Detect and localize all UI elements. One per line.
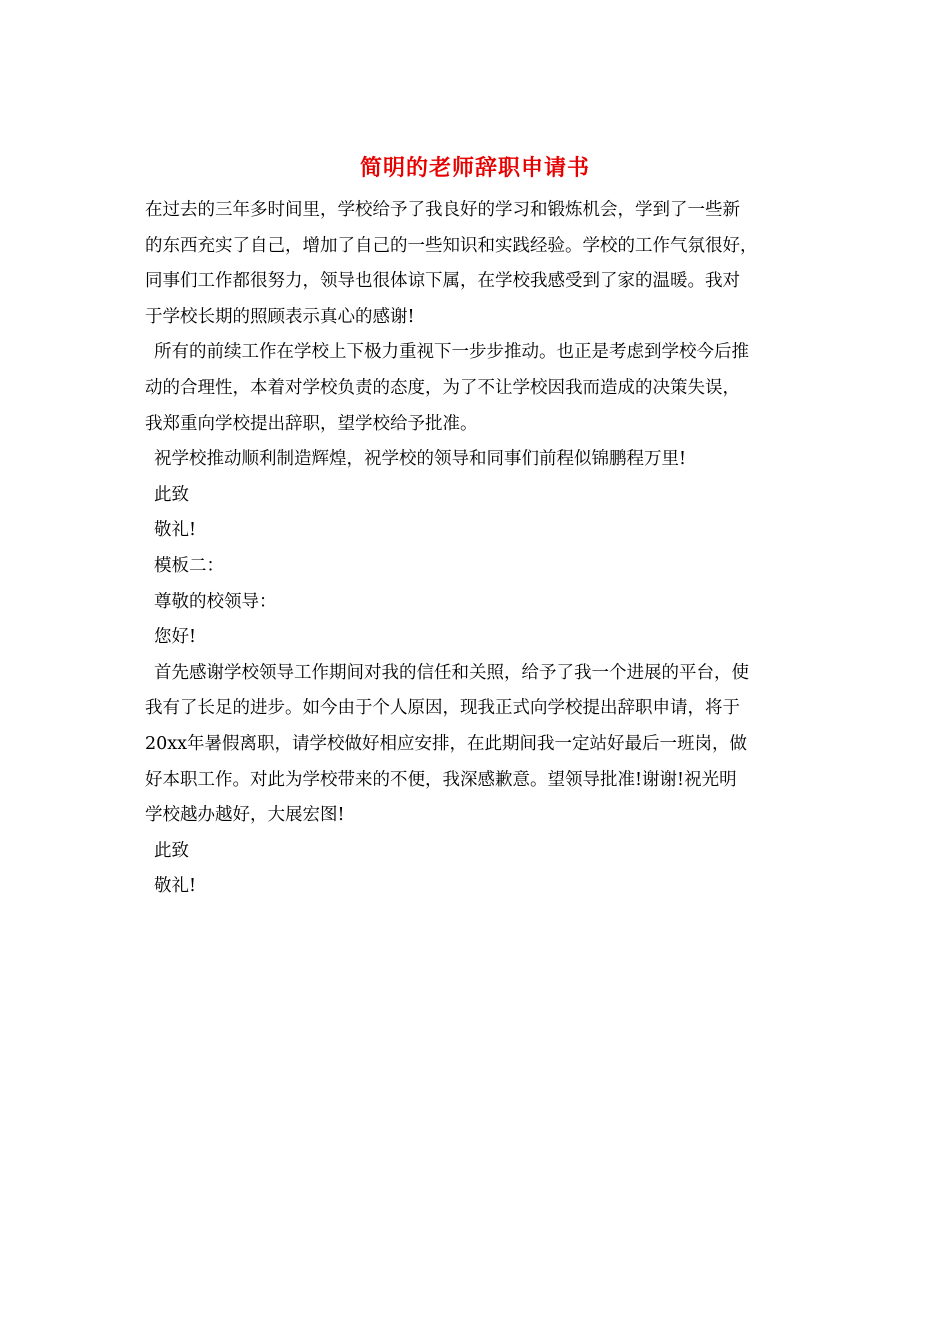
- document-title: 简明的老师辞职申请书: [359, 155, 590, 181]
- body-line: 我郑重向学校提出辞职，望学校给予批准。: [145, 413, 478, 434]
- body-line: 尊敬的校领导：: [154, 591, 277, 612]
- body-line: 的东西充实了自己，增加了自己的一些知识和实践经验。学校的工作气氛很好，: [145, 235, 758, 256]
- body-line: 敬礼!: [154, 520, 197, 541]
- body-line: 20xx年暑假离职，请学校做好相应安排，在此期间我一定站好最后一班岗，做: [145, 733, 748, 754]
- body-line: 敬礼!: [154, 876, 197, 897]
- body-line: 在过去的三年多时间里，学校给予了我良好的学习和锻炼机会，学到了一些新: [145, 200, 740, 220]
- body-line: 此致: [154, 484, 189, 505]
- body-line: 祝学校推动顺利制造辉煌，祝学校的领导和同事们前程似锦鹏程万里!: [154, 449, 687, 470]
- body-line: 模板二：: [154, 555, 224, 576]
- body-line: 动的合理性，本着对学校负责的态度，为了不让学校因我而造成的决策失误，: [145, 377, 740, 398]
- body-line: 我有了长足的进步。如今由于个人原因，现我正式向学校提出辞职申请，将于: [145, 698, 740, 719]
- body-line: 学校越办越好，大展宏图!: [145, 805, 345, 826]
- body-line: 您好!: [154, 627, 197, 648]
- body-line: 同事们工作都很努力，领导也很体谅下属，在学校我感受到了家的温暖。我对: [145, 271, 740, 292]
- body-line: 好本职工作。对此为学校带来的不便，我深感歉意。望领导批准!谢谢!祝光明: [145, 769, 737, 790]
- body-line: 首先感谢学校领导工作期间对我的信任和关照，给予了我一个进展的平台，使: [154, 662, 749, 683]
- body-line: 所有的前续工作在学校上下极力重视下一步步推动。也正是考虑到学校今后推: [154, 342, 749, 363]
- document-body: [145, 193, 807, 905]
- body-line: 于学校长期的照顾表示真心的感谢!: [145, 306, 415, 327]
- body-line: 此致: [154, 840, 189, 861]
